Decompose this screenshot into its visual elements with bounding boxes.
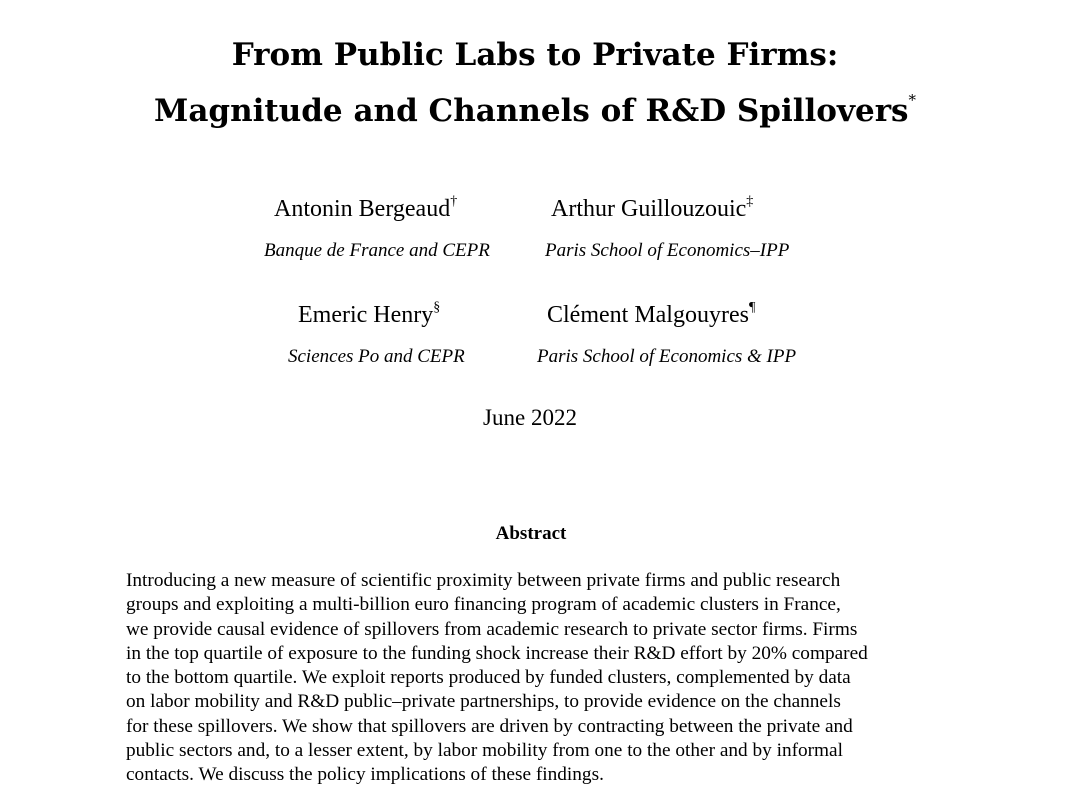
author-footnote-mark: ¶ xyxy=(748,300,756,315)
title-line-2 xyxy=(0,91,1070,129)
author-name-text: Emeric Henry xyxy=(298,302,434,328)
title-footnote-mark: * xyxy=(908,91,916,109)
author-name xyxy=(274,194,458,222)
abstract-line: groups and exploiting a multi-billion euro financing program of academic clusters in France, xyxy=(126,594,841,616)
title-line-2-text: Magnitude and Channels of R&D Spillovers xyxy=(154,93,909,129)
abstract-line: contacts. We discuss the policy implications of these findings. xyxy=(126,764,604,786)
abstract-line: to the bottom quartile. We exploit reports produced by funded clusters, complemented by data xyxy=(126,667,851,689)
abstract-line: for these spillovers. We show that spillovers are driven by contracting between the private and xyxy=(126,715,853,737)
abstract-line: we provide causal evidence of spillovers from academic research to private sector firms. Firms xyxy=(126,618,858,640)
author-name-text: Clément Malgouyres xyxy=(547,302,749,328)
author-affiliation: Paris School of Economics–IPP xyxy=(545,240,790,261)
abstract-heading: Abstract xyxy=(495,523,567,544)
abstract-line: public sectors and, to a lesser extent, by labor mobility from one to the other and by informal xyxy=(126,740,843,762)
author-footnote-mark: ‡ xyxy=(746,194,754,209)
title-line-1-text: From Public Labs to Private Firms: xyxy=(231,37,839,73)
author-name xyxy=(298,300,441,328)
author-affiliation: Paris School of Economics & IPP xyxy=(537,346,797,367)
author-name xyxy=(547,300,756,328)
author-footnote-mark: † xyxy=(450,194,458,209)
author-affiliation: Banque de France and CEPR xyxy=(264,240,490,261)
abstract-body xyxy=(126,569,938,788)
abstract-line: on labor mobility and R&D public–private partnerships, to provide evidence on the channels xyxy=(126,691,841,713)
author-affiliation: Sciences Po and CEPR xyxy=(288,346,465,367)
title-line-1 xyxy=(0,37,1070,73)
abstract-line: Introducing a new measure of scientific proximity between private firms and public research xyxy=(126,570,841,591)
author-name xyxy=(551,194,754,222)
author-footnote-mark: § xyxy=(433,300,441,315)
author-name-text: Arthur Guillouzouic xyxy=(551,196,747,222)
author-name-text: Antonin Bergeaud xyxy=(274,196,451,222)
publication-date: June 2022 xyxy=(483,405,577,430)
abstract-line: in the top quartile of exposure to the funding shock increase their R&D effort by 20% compared xyxy=(126,642,868,664)
